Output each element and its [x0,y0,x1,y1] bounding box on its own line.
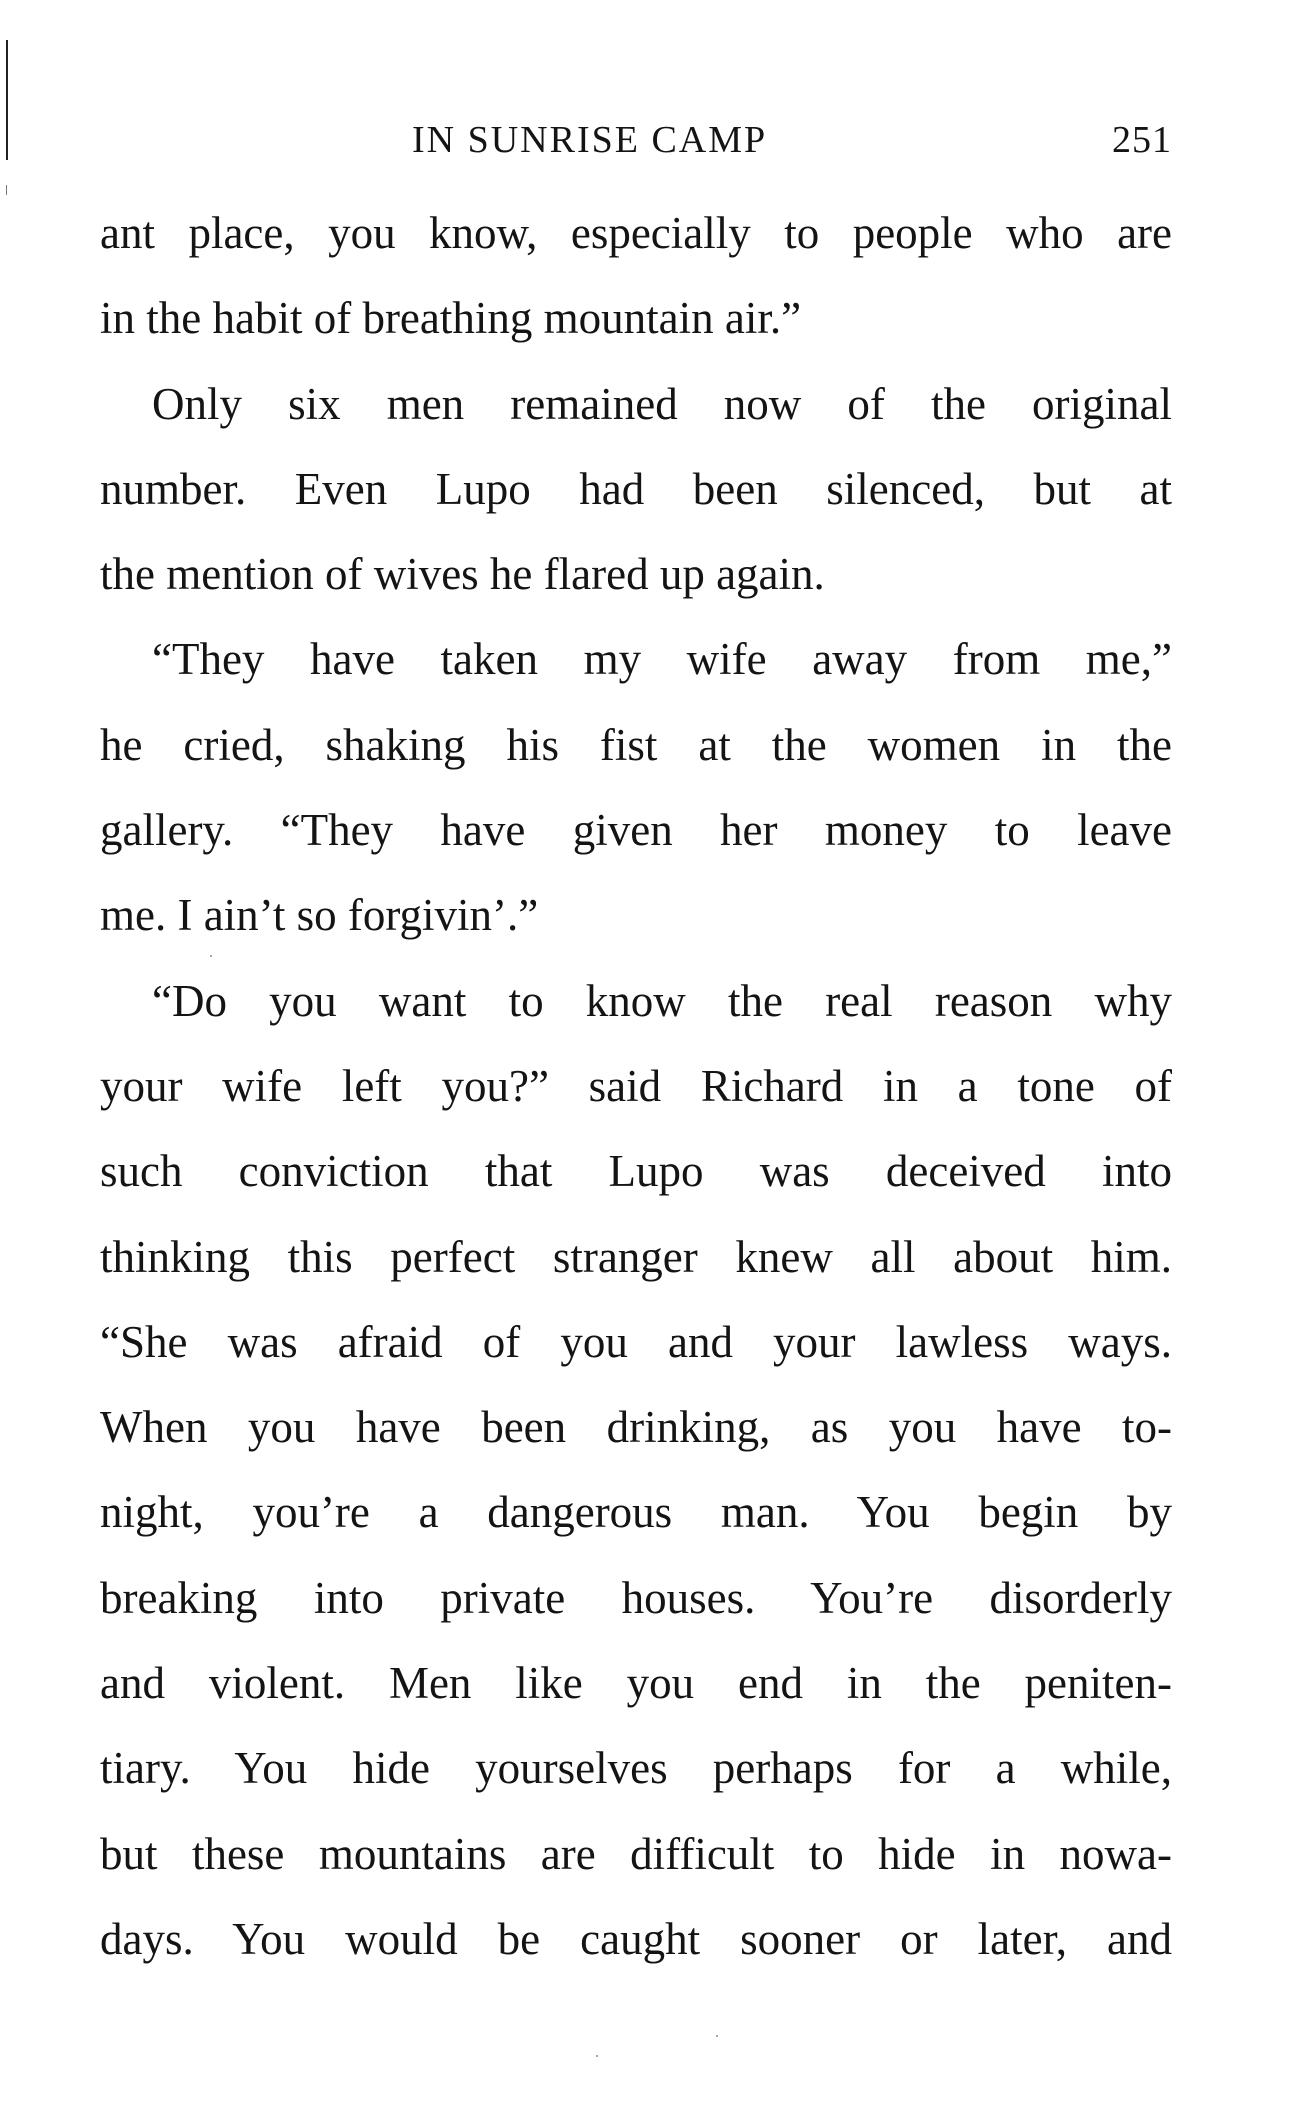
text-line: Only six men remained now of the original [152,378,1172,429]
binding-edge-mark [6,40,8,160]
page-number: 251 [1112,119,1172,161]
binding-edge-mark-small [6,185,7,195]
text-line: night, you’re a dangerous man. You begin by [100,1487,1172,1538]
text-line: but these mountains are difficult to hide in nowa- [100,1828,1172,1879]
text-line: When you have been drinking, as you have to- [100,1402,1172,1453]
text-line: in the habit of breathing mountain air.” [100,293,802,344]
text-line: such conviction that Lupo was deceived into [100,1146,1172,1197]
text-line: your wife left you?” said Richard in a tone of [100,1060,1172,1111]
paper-speck [210,955,212,957]
text-line: tiary. You hide yourselves perhaps for a while, [100,1743,1172,1794]
paper-speck [596,2055,598,2057]
running-head [100,118,1172,168]
text-line: ant place, you know, especially to people who are [100,208,1172,258]
text-line: number. Even Lupo had been silenced, but at [100,463,1172,514]
running-title: IN SUNRISE CAMP [412,119,768,161]
text-line: days. You would be caught sooner or later, and [100,1913,1172,1964]
text-line: “Do you want to know the real reason why [152,975,1172,1026]
text-line: thinking this perfect stranger knew all about him. [100,1231,1172,1282]
body-text [100,203,1172,1994]
text-line: me. I ain’t so forgivin’.” [100,890,539,941]
text-line: he cried, shaking his fist at the women in the [100,719,1172,770]
text-line: “She was afraid of you and your lawless ways. [100,1316,1172,1367]
text-line: “They have taken my wife away from me,” [152,634,1172,685]
paper-speck [716,2035,718,2037]
text-line: and violent. Men like you end in the peniten- [100,1658,1172,1709]
text-line: gallery. “They have given her money to leave [100,805,1172,856]
text-line: the mention of wives he flared up again. [100,549,825,600]
text-line: breaking into private houses. You’re disorderly [100,1572,1172,1623]
